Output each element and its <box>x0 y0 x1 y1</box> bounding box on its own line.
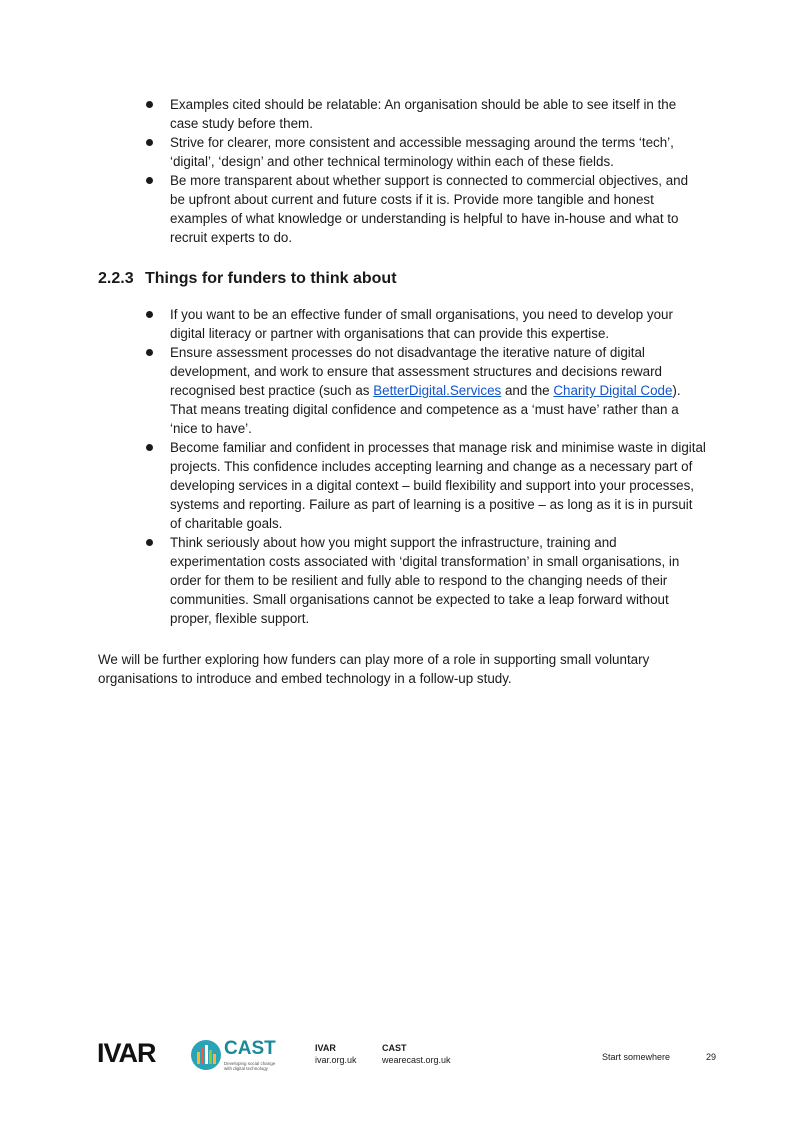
list-item: Be more transparent about whether support is connected to commercial objectives, and be upfront about current and future costs if it is. Provide more tangible and honest examples of what knowledge or understanding is helpful to have in-house and what to recruit experts to do. <box>146 171 706 247</box>
funders-list <box>146 305 706 628</box>
closing-paragraph: We will be further exploring how funders can play more of a role in supporting small voluntary organisations to introduce and embed technology in a follow-up study. <box>98 652 650 686</box>
text-span: Ensure assessment processes do not disadvantage the iterative nature of digital development, and work to ensure that assessment structures and decisions reward recognised best practice (such as <box>170 345 662 398</box>
list-item: Strive for clearer, more consistent and accessible messaging around the terms ‘tech’, ‘digital’, ‘design’ and other technical terminology within each of these fields. <box>146 133 706 171</box>
cast-logo <box>190 1038 280 1074</box>
betterdigital-link[interactable]: BetterDigital.Services <box>373 383 502 398</box>
footer-cast-contact <box>382 1042 451 1066</box>
section-number: 2.2.3 <box>98 270 134 287</box>
page-number: 29 <box>706 1052 717 1062</box>
charity-digital-code-link[interactable]: Charity Digital Code <box>553 383 673 398</box>
footer-ivar-title: IVAR <box>315 1043 336 1053</box>
text-span: and the <box>501 383 554 398</box>
text-span: ). That means treating digital confidence and competence as a ‘must have’ rather than a ‘nice to have’. <box>170 383 681 436</box>
list-item: Become familiar and confident in processes that manage risk and minimise waste in digital projects. This confidence includes accepting learning and change as a necessary part of developing services in a digital context – build flexibility and support into your processes, systems and reporting. Failure as part of learning is a positive – as long as it is in pursuit of charitable goals. <box>146 438 706 533</box>
page-footer <box>0 1030 800 1080</box>
section-heading <box>98 270 397 288</box>
cast-emblem-icon <box>190 1038 222 1072</box>
footer-tagline: Start somewhere <box>602 1052 671 1062</box>
list-item <box>146 343 706 438</box>
list-item: Examples cited should be relatable: An organisation should be able to see itself in the case study before them. <box>146 95 706 133</box>
footer-cast-title: CAST <box>382 1043 407 1053</box>
recommendations-list <box>146 95 706 247</box>
ivar-logo: IVAR <box>97 1038 156 1068</box>
list-item: Think seriously about how you might support the infrastructure, training and experimentation costs associated with ‘digital transformation’ in small organisations, in order for them to be resilient and fully able to respond to the changing needs of their communities. Small organisations cannot be expected to take a leap forward without proper, flexible support. <box>146 533 706 628</box>
list-item: If you want to be an effective funder of small organisations, you need to develop your digital literacy or partner with organisations that can provide this expertise. <box>146 305 706 343</box>
cast-tagline: Developing social change with digital technology <box>224 1061 276 1071</box>
cast-wordmark: CAST <box>224 1038 276 1059</box>
footer-cast-url: wearecast.org.uk <box>382 1055 451 1065</box>
footer-ivar-contact <box>315 1042 357 1066</box>
footer-ivar-url: ivar.org.uk <box>315 1055 357 1065</box>
section-title: Things for funders to think about <box>145 270 397 287</box>
